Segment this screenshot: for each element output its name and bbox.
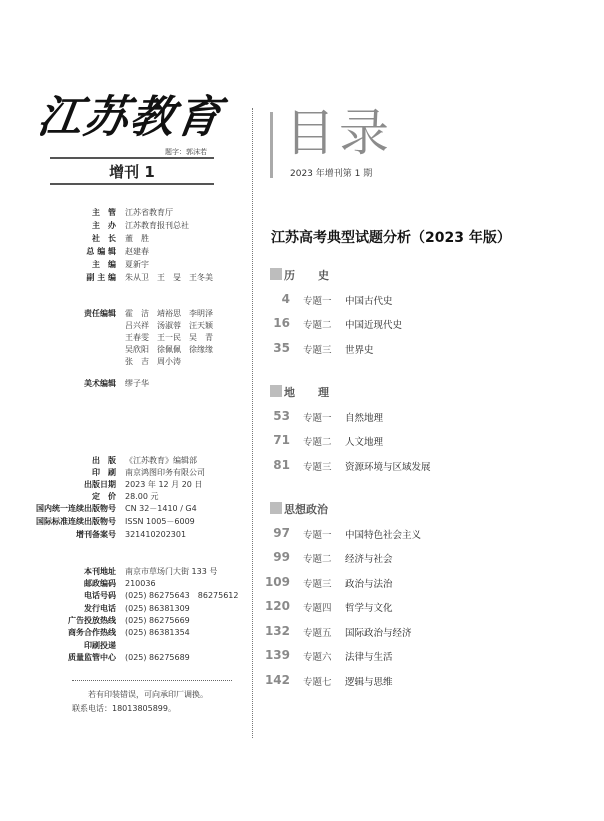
toc-topic-label: 专题一 <box>303 296 332 307</box>
imprint-value: (025) 86381354 <box>125 628 190 637</box>
toc-entry[interactable] <box>264 624 590 640</box>
calligraphy-credit: 题字：郭沫若 <box>165 148 207 156</box>
imprint-value: 江苏教育报刊总社 <box>125 221 189 230</box>
column-divider <box>252 108 253 738</box>
toc-topic-label: 专题五 <box>303 628 332 639</box>
toc-entry[interactable] <box>264 673 590 689</box>
imprint-label: 发行电话 <box>84 604 116 613</box>
issue-theme-title: 江苏高考典型试题分析（2023 年版） <box>271 230 511 246</box>
imprint-value: (025) 86275643 86275612 <box>125 591 239 600</box>
magazine-masthead: 江苏教育 <box>34 92 226 143</box>
section-marker <box>270 385 282 397</box>
imprint-value: 28.00 元 <box>125 492 159 501</box>
toc-subtitle: 2023 年增刊第 1 期 <box>290 169 373 179</box>
imprint-label: 广告投放热线 <box>68 616 116 625</box>
toc-entry[interactable] <box>264 599 590 615</box>
toc-entry-title: 中国近现代史 <box>345 320 403 331</box>
toc-entry[interactable] <box>270 550 590 566</box>
imprint-value: 夏新宇 <box>125 260 149 269</box>
toc-topic-label: 专题二 <box>303 554 332 565</box>
imprint-label: 质量监管中心 <box>68 653 116 662</box>
toc-topic-label: 专题二 <box>303 437 332 448</box>
toc-topic-label: 专题七 <box>303 677 332 688</box>
toc-page-number: 71 <box>273 433 290 447</box>
toc-topic-label: 专题三 <box>303 579 332 590</box>
imprint-label: 定 价 <box>92 492 116 501</box>
imprint-value: 董 胜 <box>125 234 149 243</box>
imprint-label: 印 刷 <box>92 468 116 477</box>
toc-entry-title: 国际政治与经济 <box>345 628 412 639</box>
imprint-value: 南京市草场门大街 133 号 <box>125 567 218 576</box>
toc-topic-label: 专题三 <box>303 462 332 473</box>
section-marker <box>270 502 282 514</box>
section-name: 历 史 <box>284 269 335 282</box>
toc-entry-title: 中国古代史 <box>345 296 393 307</box>
imprint-value: CN 32－1410 / G4 <box>125 504 197 513</box>
toc-entry[interactable] <box>264 648 590 664</box>
notice-line: 联系电话：18013805899。 <box>72 704 176 713</box>
toc-page-number: 35 <box>273 341 290 355</box>
toc-entry-title: 资源环境与区域发展 <box>345 462 431 473</box>
imprint-value: 《江苏教育》编辑部 <box>125 456 197 465</box>
issue-label: 增刊 1 <box>109 163 155 181</box>
toc-entry-title: 经济与社会 <box>345 554 393 565</box>
section-name: 地 理 <box>284 386 335 399</box>
imprint-label: 国际标准连续出版物号 <box>36 517 116 526</box>
toc-entry[interactable] <box>270 316 590 332</box>
toc-entry[interactable] <box>270 433 590 449</box>
toc-topic-label: 专题四 <box>303 603 332 614</box>
imprint-value: 江苏省教育厅 <box>125 208 173 217</box>
imprint-value: (025) 86275669 <box>125 616 190 625</box>
title-accent-bar <box>270 112 273 178</box>
toc-entry-title: 自然地理 <box>345 413 384 424</box>
toc-entry[interactable] <box>270 526 590 542</box>
imprint-label: 国内统一连续出版物号 <box>36 504 116 513</box>
toc-page-number: 99 <box>273 550 290 564</box>
toc-entry[interactable] <box>270 458 590 474</box>
section-name: 思想政治 <box>284 503 328 516</box>
imprint-value: 321410202301 <box>125 530 187 539</box>
toc-page-number: 142 <box>264 673 290 687</box>
toc-topic-label: 专题一 <box>303 413 332 424</box>
toc-entry-title: 哲学与文化 <box>345 603 393 614</box>
imprint-label: 主 办 <box>92 221 116 230</box>
toc-entry[interactable] <box>264 575 590 591</box>
toc-page-number: 132 <box>264 624 290 638</box>
toc-entry-title: 人文地理 <box>345 437 384 448</box>
imprint-value: 南京鸿图印务有限公司 <box>125 468 205 477</box>
imprint-label: 主 编 <box>92 260 116 269</box>
imprint-value: 朱从卫 王 旻 王冬美 <box>125 273 213 282</box>
toc-topic-label: 专题二 <box>303 320 332 331</box>
toc-entry-title: 政治与法治 <box>345 579 393 590</box>
imprint-label: 社 长 <box>92 234 116 243</box>
imprint-value: (025) 86381309 <box>125 604 190 613</box>
toc-page-number: 97 <box>273 526 290 540</box>
imprint-label: 美术编辑 <box>84 379 116 388</box>
imprint-value: (025) 86275689 <box>125 653 190 662</box>
imprint-value: 霍 洁 靖裕思 李明泽 <box>125 309 213 318</box>
imprint-label: 电话号码 <box>84 591 116 600</box>
divider <box>50 157 214 159</box>
imprint-value: 王春雯 王一民 吴 青 <box>125 333 213 342</box>
toc-page-number: 81 <box>273 458 290 472</box>
toc-topic-label: 专题六 <box>303 652 332 663</box>
imprint-label: 出 版 <box>92 456 116 465</box>
imprint-label: 本刊地址 <box>84 567 116 576</box>
imprint-value: 赵建春 <box>125 247 149 256</box>
imprint-label: 副 主 编 <box>86 273 116 282</box>
toc-page-number: 16 <box>273 316 290 330</box>
imprint-value: 吕兴祥 汤淑蓉 汪天颖 <box>125 321 213 330</box>
imprint-value: 张 吉 周小涛 <box>125 357 181 366</box>
toc-page-number: 53 <box>273 409 290 423</box>
toc-entry[interactable] <box>270 341 590 357</box>
toc-page-number: 139 <box>264 648 290 662</box>
toc-entry-title: 世界史 <box>345 345 374 356</box>
imprint-label: 邮政编码 <box>84 579 116 588</box>
imprint-label: 印刷投递 <box>84 641 116 650</box>
toc-page-number: 109 <box>264 575 290 589</box>
toc-topic-label: 专题三 <box>303 345 332 356</box>
imprint-value: 吴欣阳 徐佩佩 徐缘缘 <box>125 345 213 354</box>
toc-page-number: 120 <box>264 599 290 613</box>
imprint-label: 责任编辑 <box>84 309 116 318</box>
imprint-value: 缪子华 <box>125 379 149 388</box>
section-marker <box>270 268 282 280</box>
imprint-value: 210036 <box>125 579 156 588</box>
toc-title: 目录 <box>285 104 393 162</box>
toc-entry[interactable] <box>270 409 590 425</box>
imprint-label: 主 管 <box>92 208 116 217</box>
imprint-label: 总 编 辑 <box>86 247 116 256</box>
dotted-divider <box>72 680 232 681</box>
divider <box>50 183 214 185</box>
imprint-label: 出版日期 <box>84 480 116 489</box>
toc-entry-title: 法律与生活 <box>345 652 393 663</box>
printing-notice <box>72 688 208 716</box>
toc-topic-label: 专题一 <box>303 530 332 541</box>
toc-page-number: 4 <box>281 292 290 306</box>
imprint-label: 增刊备案号 <box>76 530 116 539</box>
toc-entry[interactable] <box>270 292 590 308</box>
imprint-value: ISSN 1005－6009 <box>125 517 195 526</box>
notice-line: 若有印装错误，可向承印厂调换。 <box>88 690 208 699</box>
imprint-value: 2023 年 12 月 20 日 <box>125 480 203 489</box>
imprint-label: 商务合作热线 <box>68 628 116 637</box>
toc-entry-title: 中国特色社会主义 <box>345 530 422 541</box>
toc-entry-title: 逻辑与思维 <box>345 677 393 688</box>
